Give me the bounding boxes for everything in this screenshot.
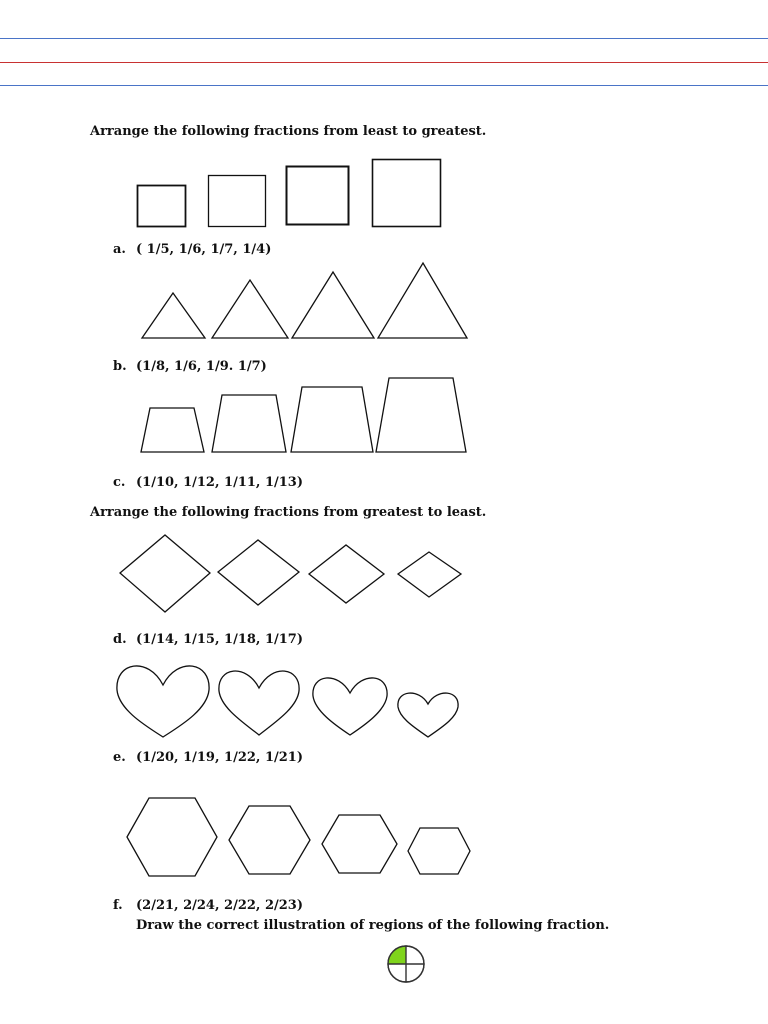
instruction-draw-regions: Draw the correct illustration of regions of the following fraction.	[136, 918, 610, 933]
item-f	[113, 898, 303, 914]
item-c	[113, 475, 303, 491]
item-a-fractions: ( 1/5, 1/6, 1/7, 1/4)	[136, 242, 272, 257]
trapezoid-shape	[141, 408, 204, 452]
item-b	[113, 359, 267, 375]
item-c-label: c.	[113, 475, 126, 490]
header-rule-bottom	[0, 85, 768, 86]
triangle-shape	[212, 280, 288, 338]
diamonds-row	[120, 535, 461, 612]
instruction-least-to-greatest: Arrange the following fractions from least to greatest.	[90, 124, 487, 139]
fraction-circle-border	[388, 946, 424, 982]
heart-shape	[313, 678, 387, 735]
item-b-label: b.	[113, 359, 127, 374]
fraction-circle	[388, 946, 424, 982]
diamond-shape	[309, 545, 384, 603]
item-d-label: d.	[113, 632, 127, 647]
square-shape	[287, 167, 349, 225]
triangle-shape	[378, 263, 467, 338]
item-e-fractions: (1/20, 1/19, 1/22, 1/21)	[136, 750, 303, 765]
item-e	[113, 750, 303, 766]
square-shape	[373, 160, 441, 227]
heart-shape	[117, 666, 209, 737]
hexagon-shape	[322, 815, 397, 873]
diamond-shape	[218, 540, 299, 605]
squares-row	[138, 160, 441, 227]
instruction-greatest-to-least: Arrange the following fractions from greatest to least.	[90, 505, 487, 520]
item-f-label: f.	[113, 898, 123, 913]
item-a-label: a.	[113, 242, 126, 257]
triangle-shape	[142, 293, 205, 338]
item-d-fractions: (1/14, 1/15, 1/18, 1/17)	[136, 632, 303, 647]
item-e-label: e.	[113, 750, 126, 765]
header-rule-middle	[0, 62, 768, 63]
hexagons-row	[127, 798, 470, 876]
header-rule-top	[0, 38, 768, 39]
hearts-row	[117, 666, 458, 737]
square-shape	[138, 186, 186, 227]
fraction-circle-outline	[388, 946, 424, 982]
trapezoid-shape	[212, 395, 286, 452]
diamond-shape	[120, 535, 210, 612]
trapezoid-shape	[376, 378, 466, 452]
item-f-fractions: (2/21, 2/24, 2/22, 2/23)	[136, 898, 303, 913]
trapezoids-row	[141, 378, 466, 452]
square-shape	[209, 176, 266, 227]
hexagon-shape	[127, 798, 217, 876]
heart-shape	[219, 671, 299, 735]
triangle-shape	[292, 272, 374, 338]
heart-shape	[398, 693, 458, 737]
hexagon-shape	[408, 828, 470, 874]
item-d	[113, 632, 303, 648]
item-b-fractions: (1/8, 1/6, 1/9. 1/7)	[136, 359, 267, 374]
diamond-shape	[398, 552, 461, 597]
hexagon-shape	[229, 806, 310, 874]
item-a	[113, 242, 271, 258]
item-c-fractions: (1/10, 1/12, 1/11, 1/13)	[136, 475, 303, 490]
triangles-row	[142, 263, 467, 338]
fraction-shaded-quarter	[388, 946, 406, 964]
trapezoid-shape	[291, 387, 373, 452]
